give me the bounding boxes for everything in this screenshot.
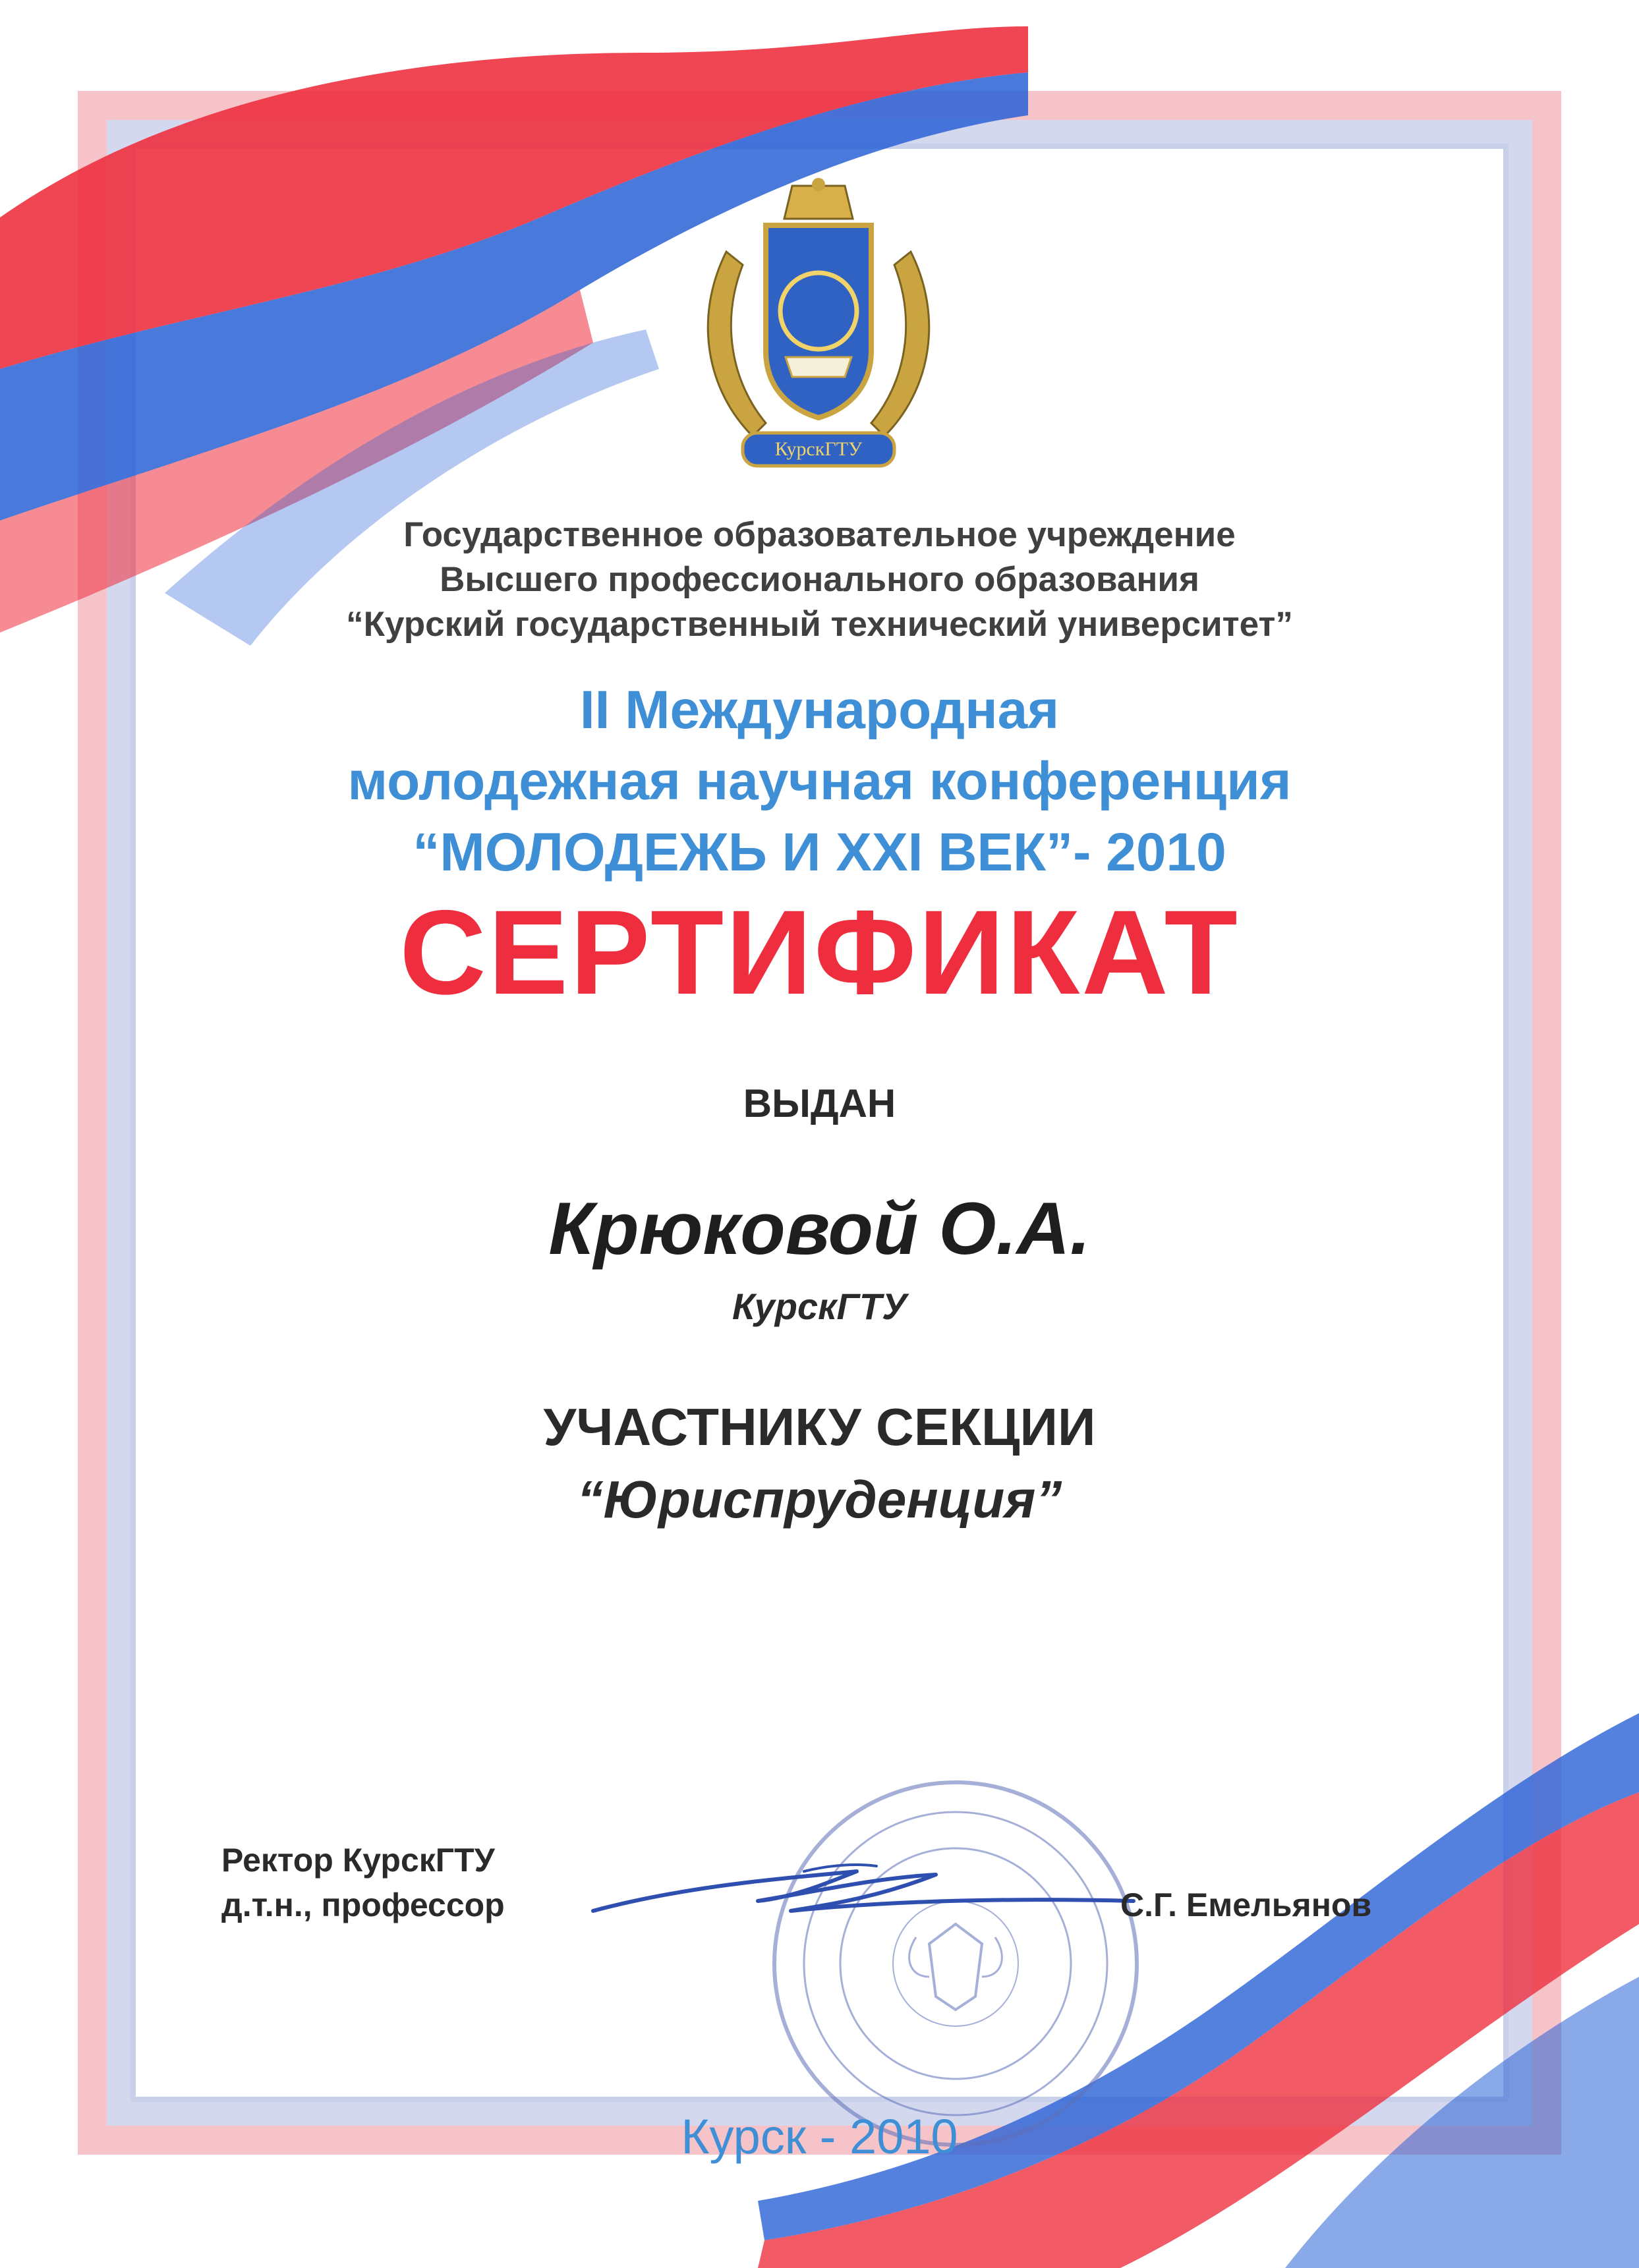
signatory-position-line-2: д.т.н., профессор (221, 1886, 505, 1923)
place-and-year: Курск - 2010 (681, 2109, 958, 2164)
participant-role: УЧАСТНИКУ СЕКЦИИ (543, 1398, 1096, 1456)
emblem-ribbon-text: КурскГТУ (774, 438, 863, 460)
conference-line-3: “МОЛОДЕЖЬ И XXI ВЕК”- 2010 (413, 822, 1226, 882)
signatory-position-line-1: Ректор КурскГТУ (221, 1842, 495, 1879)
signatory-position (221, 1838, 505, 1927)
signatory-name: С.Г. Емельянов (1120, 1886, 1372, 1923)
recipient-name: Крюковой О.А. (548, 1187, 1091, 1270)
issued-label: ВЫДАН (743, 1081, 896, 1125)
organization-line-2: Высшего профессионального образования (440, 560, 1199, 599)
section-name: “Юриспруденция” (577, 1470, 1062, 1529)
conference-line-1: II Международная (579, 680, 1060, 740)
certificate-title: СЕРТИФИКАТ (399, 885, 1240, 1019)
organization-line-1: Государственное образовательное учреждение (403, 515, 1236, 554)
conference-line-2: молодежная научная конференция (347, 751, 1292, 811)
recipient-affiliation: КурскГТУ (732, 1286, 907, 1327)
organization-line-3: “Курский государственный технический университет” (346, 605, 1293, 644)
